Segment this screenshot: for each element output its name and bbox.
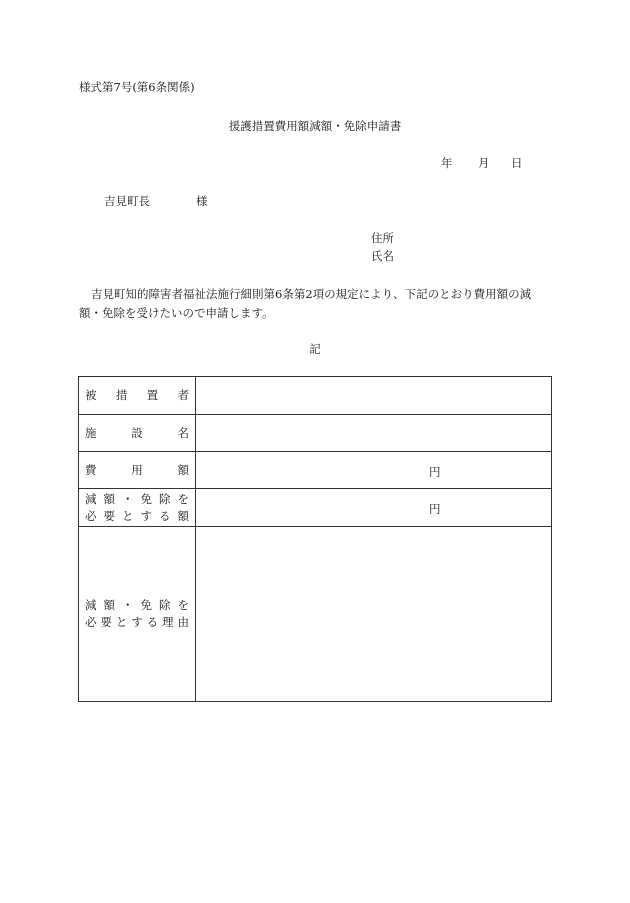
value-cell[interactable]	[196, 415, 552, 452]
value-cell[interactable]	[196, 377, 552, 415]
document-title: 援護措置費用額減額・免除申請書	[228, 119, 402, 133]
address-label: 住所	[371, 231, 394, 245]
value-cell[interactable]	[196, 527, 552, 702]
label-char: 除	[159, 491, 171, 506]
label-char: 理	[162, 615, 174, 629]
label-line	[79, 508, 195, 525]
label-char: す	[140, 508, 152, 523]
row-label	[79, 452, 196, 489]
label-line	[79, 491, 195, 508]
label-char: 要	[103, 508, 115, 523]
label-char: 免	[140, 491, 152, 506]
yen-unit: 円	[429, 465, 441, 479]
label-char: る	[146, 615, 159, 629]
application-table	[78, 376, 552, 702]
label-char: 減	[85, 598, 97, 612]
label-char: 措	[115, 388, 128, 402]
label-char: と	[122, 508, 134, 523]
label-line	[79, 425, 195, 442]
label-line	[79, 387, 195, 404]
label-char: を	[177, 491, 189, 506]
honorific: 様	[196, 194, 208, 208]
label-char: ・	[122, 598, 134, 612]
date-month-label: 月	[478, 156, 490, 170]
date-day-label: 日	[511, 156, 523, 170]
row-label	[79, 415, 196, 452]
form-number: 様式第7号(第6条関係)	[79, 80, 195, 94]
name-label: 氏名	[371, 249, 394, 263]
label-char: 施	[85, 425, 97, 440]
label-char: る	[159, 508, 171, 523]
label-line	[79, 614, 195, 631]
label-line	[79, 462, 195, 479]
label-char: 置	[146, 388, 159, 402]
table-row	[79, 452, 552, 489]
label-char: 用	[131, 462, 143, 477]
label-char: す	[131, 615, 143, 629]
table-row	[79, 415, 552, 452]
label-char: 由	[177, 615, 189, 629]
label-char: 免	[140, 598, 152, 612]
label-char: 必	[85, 508, 97, 523]
label-char: を	[177, 598, 189, 612]
label-char: ・	[122, 491, 134, 506]
label-char: と	[115, 615, 128, 629]
row-label	[79, 527, 196, 702]
table-row	[79, 527, 552, 702]
label-char: 額	[177, 462, 189, 477]
label-char: 額	[177, 508, 189, 523]
label-char: 額	[103, 491, 115, 506]
ki-heading: 記	[309, 342, 321, 356]
label-line	[79, 597, 195, 614]
row-label	[79, 377, 196, 415]
addressee: 吉見町長	[104, 194, 150, 208]
label-char: 名	[177, 425, 189, 440]
label-char: 費	[85, 462, 97, 477]
label-char: 者	[177, 388, 189, 402]
label-char: 除	[159, 598, 171, 612]
body-text: 吉見町知的障害者福祉法施行細則第6条第2項の規定により、下記のとおり費用額の減額・免除を受けたいので申請します。	[79, 287, 532, 320]
label-char: 額	[103, 598, 115, 612]
table-row	[79, 377, 552, 415]
row-label	[79, 489, 196, 527]
value-cell[interactable]	[196, 452, 552, 489]
date-year-label: 年	[441, 156, 453, 170]
label-char: 要	[100, 615, 112, 629]
label-char: 減	[85, 491, 97, 506]
label-char: 被	[85, 388, 97, 402]
yen-unit: 円	[429, 502, 441, 516]
label-char: 設	[131, 425, 143, 440]
table-row	[79, 489, 552, 527]
label-char: 必	[85, 615, 97, 629]
value-cell[interactable]	[196, 489, 552, 527]
